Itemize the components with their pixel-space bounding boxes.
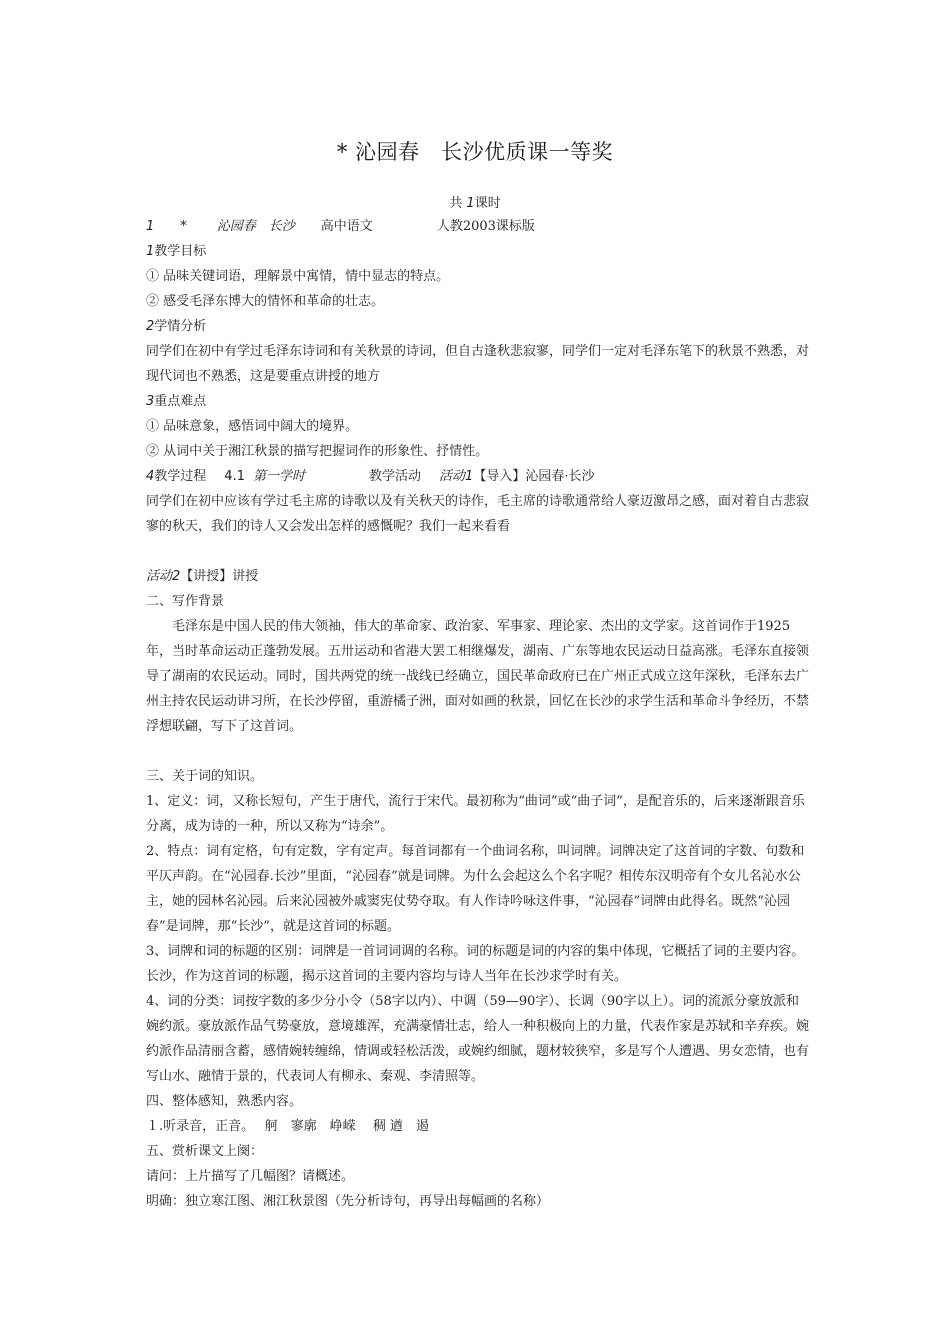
lesson-info-row: 1 * 沁园春 长沙 高中语文 人教2003课标版 (146, 214, 810, 239)
analysis-text: 同学们在初中有学过毛泽东诗词和有关秋景的诗词，但自古逢秋悲寂寥，同学们一定对毛泽东笔下的秋景不熟悉，对现代词也不熟悉，这是要重点讲授的地方 (146, 344, 810, 384)
objective-item: ② 感受毛泽东博大的情怀和革命的壮志。 (146, 294, 385, 309)
ci-knowledge-item: 3、词牌和词的标题的区别：词牌是一首词词调的名称。词的标题是词的内容的集中体现，它概括了词的主要内容。长沙，作为这首词的标题，揭示这首词的主要内容均与诗人当年在长沙求学时有关。 (146, 944, 805, 984)
background-text: 毛泽东是中国人民的伟大领袖，伟大的革命家、政治家、军事家、理论家、杰出的文学家。这首词作于1925年，当时革命运动正蓬勃发展。五卅运动和省港大罢工相继爆发，湖南、广东等地农民运动日益高涨。毛泽东直接领导了湖南的农民运动。同时，国共两党的统一战线已经确立，国民革命政府已在广州正式成立这年深秋，毛泽东去广州主持农民运动讲习所，在长沙停留，重游橘子洲，面对如画的秋景，回忆在长沙的求学生活和革命斗争经历，不禁浮想联翩，写下了这首词。 (146, 619, 810, 734)
edition: 人教2003课标版 (436, 219, 535, 234)
lesson-name: 沁园春 长沙 (216, 219, 295, 234)
section-heading-keypoints: 3重点难点 (146, 394, 207, 409)
ci-knowledge-item: 1、定义：词，又称长短句，产生于唐代，流行于宋代。最初称为“曲词”或“曲子词”，是配音乐的，后来逐渐跟音乐分离，成为诗的一种，所以又称为“诗余”。 (146, 794, 805, 834)
keypoint-item: ② 从词中关于湘江秋景的描写把握词作的形象性、抒情性。 (146, 444, 489, 459)
intro-text: 同学们在初中应该有学过毛主席的诗歌以及有关秋天的诗作，毛主席的诗歌通常给人豪迈激昂之感，面对着自古悲寂寥的秋天，我们的诗人又会发出怎样的感慨呢？我们一起来看看 (146, 494, 810, 534)
document-body (146, 214, 810, 1214)
activity-2-heading: 活动2【讲授】讲授 (146, 569, 259, 584)
subject: 高中语文 (320, 219, 373, 234)
ci-knowledge-item: 2、特点：词有定格，句有定数，字有定声。每首词都有一个曲词名称，叫词牌。词牌决定了这首词的字数、句数和平仄声韵。在“沁园春.长沙”里面，“沁园春”就是词牌。为什么会起这么个名字呢？相传东汉明帝有个女儿名沁水公主，她的园林名沁园。后来沁园被外戚窦宪仗势夺取。有人作诗吟咏这件事，“沁园春”词牌由此得名。既然“沁园春”是词牌，那“长沙”，就是这首词的标题。 (146, 844, 805, 934)
keypoint-item: ① 品味意象，感悟词中阔大的境界。 (146, 419, 359, 434)
ci-knowledge-item: 4、词的分类：词按字数的多少分小令（58字以内）、中调（59—90字）、长调（90字以上）。词的流派分豪放派和婉约派。豪放派作品气势豪放，意境雄浑，充满豪情壮志，给人一种积极向上的力量，代表作家是苏轼和辛弃疾。婉约派作品清丽含蓄，感情婉转缠绵，情调或轻松活泼，或婉约细腻，题材较狭窄，多是写个人遭遇、男女恋情，也有写山水、融情于景的，代表词人有柳永、秦观、李清照等。 (146, 994, 810, 1084)
background-heading: 二、写作背景 (146, 594, 225, 609)
question-text: 请问：上片描写了几幅图？请概述。 (146, 1169, 355, 1184)
pronunciation-line: １.听录音，正音。 舸 寥廓 峥嵘 稠 遒 遏 (146, 1119, 430, 1134)
section-heading-process: 4教学过程 4.1 第一学时 教学活动 活动1【导入】沁园春·长沙 (146, 469, 595, 484)
lesson-hours: 共 1课时 (449, 196, 501, 211)
ci-knowledge-heading: 三、关于词的知识。 (146, 769, 264, 784)
overall-heading: 四、整体感知，熟悉内容。 (146, 1094, 303, 1109)
section-heading-objectives: 1教学目标 (146, 244, 207, 259)
section-heading-analysis: 2学情分析 (146, 319, 207, 334)
appreciation-heading: 五、赏析课文上阕： (146, 1144, 264, 1159)
page-title: * 沁园春 长沙优质课一等奖 (336, 140, 614, 164)
answer-text: 明确：独立寒江图、湘江秋景图（先分析诗句，再导出每幅画的名称） (146, 1194, 550, 1209)
objective-item: ① 品味关键词语，理解景中寓情，情中显志的特点。 (146, 269, 450, 284)
